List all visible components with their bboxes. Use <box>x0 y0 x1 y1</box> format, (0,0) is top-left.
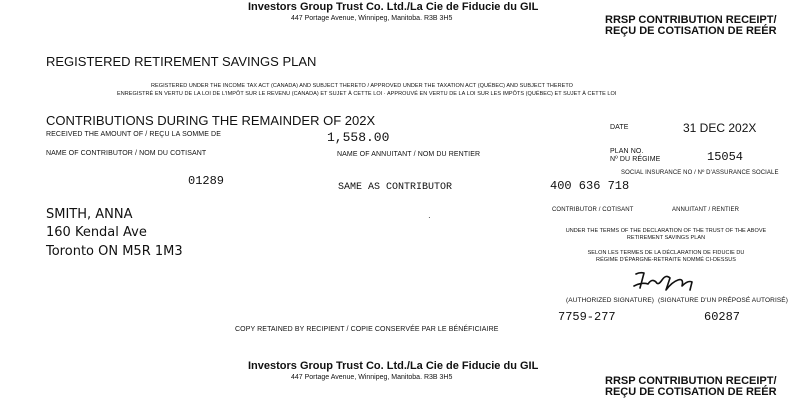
copy-note: COPY RETAINED BY RECIPIENT / COPIE CONSERVÉE PAR LE BÉNÉFICIAIRE <box>235 326 499 333</box>
amount-value: 1,558.00 <box>327 130 390 145</box>
company-address: 447 Portage Avenue, Winnipeg, Manitoba. R3B 3H5 <box>291 15 453 22</box>
declaration-en-2: RETIREMENT SAVINGS PLAN <box>626 235 706 241</box>
amount-label: RECEIVED THE AMOUNT OF / REÇU LA SOMME DE <box>46 131 221 138</box>
footer-company-name: Investors Group Trust Co. Ltd./La Cie de Fiducie du GIL <box>248 360 539 372</box>
contributor-col-label: CONTRIBUTOR / COTISANT <box>552 207 634 213</box>
declaration-fr-1: SELON LES TERMES DE LA DÉCLARATION DE FIDUCIE DU <box>587 250 745 256</box>
plan-number: 15054 <box>707 150 744 164</box>
date-value: 31 DEC 202X <box>683 121 757 135</box>
plan-no-label: PLAN NO. <box>610 148 644 155</box>
declaration-en-1: UNDER THE TERMS OF THE DECLARATION OF THE TRUST OF THE ABOVE <box>565 228 767 234</box>
signature-fr-label: (SIGNATURE D'UN PRÉPOSÉ AUTORISÉ) <box>658 297 788 304</box>
signature-image <box>630 268 710 294</box>
registration-text-fr: ENREGISTRÉ EN VERTU DE LA LOI DE L'IMPÔT SUR LE REVENU (CANADA) ET SUJET À CETTE LOI · APPROUVÉ EN VERTU DE LA LOI SUR LES IMPÔTS (QUÉBEC) ET SUJET À CETTE LOI <box>117 91 617 97</box>
receipt-title-en: RRSP CONTRIBUTION RECEIPT/ <box>605 14 777 26</box>
contributor-code: 01289 <box>188 174 225 188</box>
footer-company-address: 447 Portage Avenue, Winnipeg, Manitoba. R3B 3H5 <box>291 374 453 381</box>
receipt-title-fr: REÇU DE COTISATION DE REÉR <box>605 25 777 37</box>
registration-text-en: REGISTERED UNDER THE INCOME TAX ACT (CANADA) AND SUBJECT THERETO / APPROVED UNDER THE TAXATION ACT (QUÉBEC) AND SUBJECT THERETO <box>151 83 573 89</box>
sin-label: SOCIAL INSURANCE NO / Nº D'ASSURANCE SOCIALE <box>621 170 779 176</box>
authorized-signature-label: (AUTHORIZED SIGNATURE) <box>566 297 655 304</box>
plan-no-label-fr: Nº DU RÉGIME <box>610 156 661 163</box>
annuitant-col-label: ANNUITANT / RENTIER <box>672 207 740 213</box>
footer-receipt-title-en: RRSP CONTRIBUTION RECEIPT/ <box>605 375 777 387</box>
recipient-street: 160 Kendal Ave <box>46 225 147 240</box>
recipient-city: Toronto ON M5R 1M3 <box>46 244 183 259</box>
annuitant-name: SAME AS CONTRIBUTOR <box>338 182 453 193</box>
recipient-name: SMITH, ANNA <box>46 207 133 222</box>
contributions-title: CONTRIBUTIONS DURING THE REMAINDER OF 202X <box>46 113 376 128</box>
declaration-fr-2: RÉGIME D'ÉPARGNE-RETRAITE NOMMÉ CI-DESSUS <box>596 257 736 263</box>
footer-receipt-title-fr: REÇU DE COTISATION DE REÉR <box>605 386 777 398</box>
annuitant-label: NAME OF ANNUITANT / NOM DU RENTIER <box>337 151 481 158</box>
dot-mark: · <box>428 213 431 222</box>
reference-code-left: 7759-277 <box>558 310 616 324</box>
contributor-label: NAME OF CONTRIBUTOR / NOM DU COTISANT <box>46 150 207 157</box>
date-label: DATE <box>610 124 629 131</box>
company-name: Investors Group Trust Co. Ltd./La Cie de Fiducie du GIL <box>248 1 539 13</box>
reference-code-right: 60287 <box>704 310 741 324</box>
plan-title: REGISTERED RETIREMENT SAVINGS PLAN <box>46 54 317 69</box>
sin-value: 400 636 718 <box>550 179 630 193</box>
